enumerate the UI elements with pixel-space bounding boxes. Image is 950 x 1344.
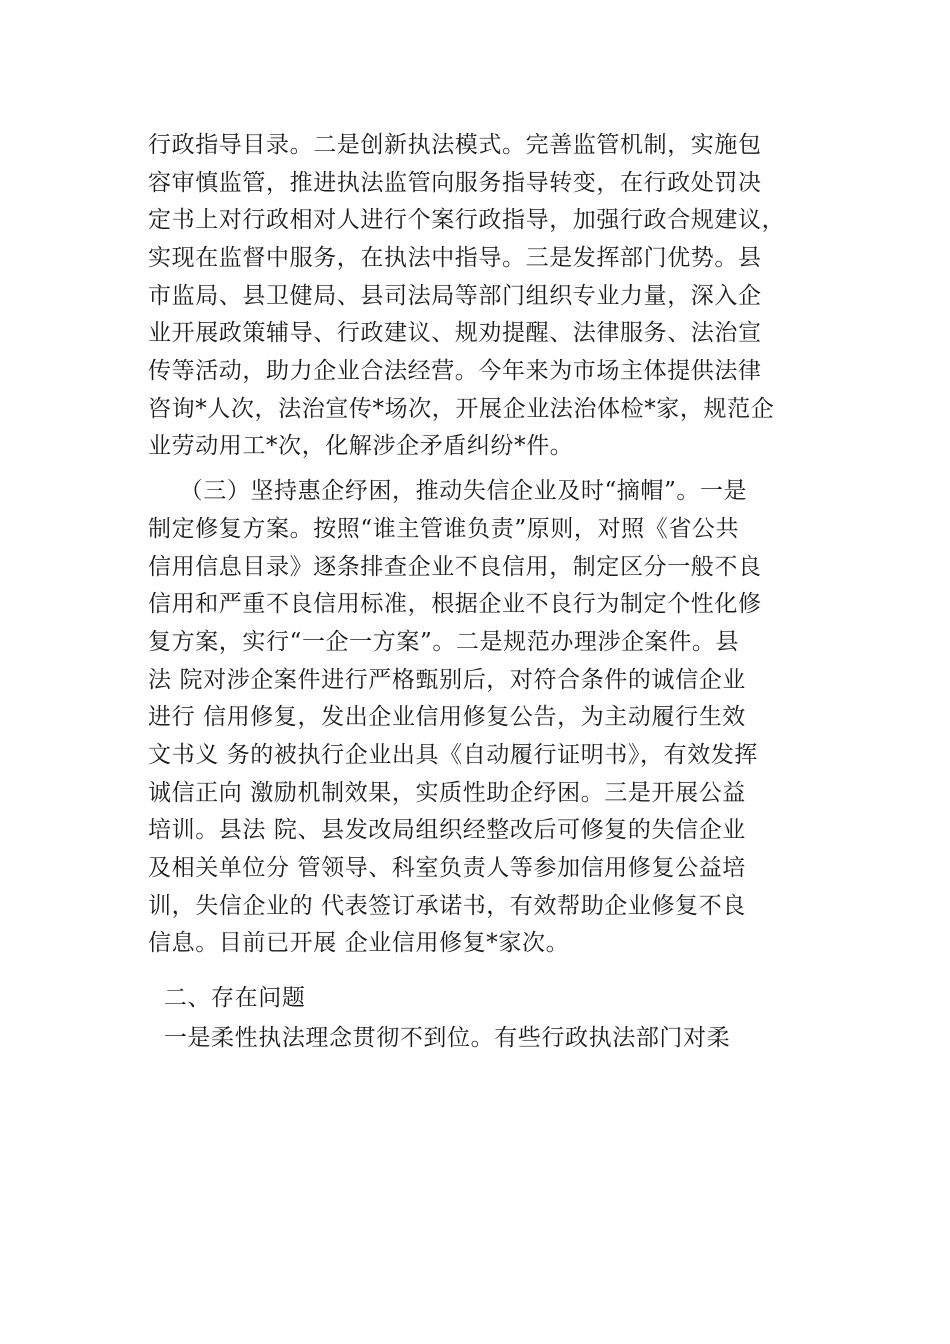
text-line: 法 院对涉企案件进行严格甄别后，对符合条件的诚信企业 <box>148 667 746 693</box>
text-line: 传等活动，助力企业合法经营。今年来为市场主体提供法律 <box>148 358 762 384</box>
text-line: 业劳动用工*次，化解涉企矛盾纠纷*件。 <box>148 433 574 459</box>
text-line: 复方案，实行“一企一方案”。二是规范办理涉企案件。县 <box>148 629 740 655</box>
text-line: 容审慎监管，推进执法监管向服务指导转变，在行政处罚决 <box>148 170 762 196</box>
text-line: 文书义 务的被执行企业出具《自动履行证明书》，有效发挥 <box>148 742 759 768</box>
text-line: 市监局、县卫健局、县司法局等部门组织专业力量，深入企 <box>148 283 762 309</box>
text-line: 信用信息目录》逐条排查企业不良信用，制定区分一般不良 <box>148 554 762 580</box>
text-line: 业开展政策辅导、行政建议、规劝提醒、法律服务、法治宣 <box>148 320 762 346</box>
text-line: 定书上对行政相对人进行个案行政指导，加强行政合规建议， <box>148 207 786 233</box>
text-line: 信息。目前已开展 企业信用修复*家次。 <box>148 930 570 956</box>
text-line: 信用和严重不良信用标准，根据企业不良行为制定个性化修 <box>148 591 762 617</box>
text-line: 培训。县法 院、县发改局组织经整改后可修复的失信企业 <box>148 817 746 843</box>
text-line: 实现在监督中服务，在执法中指导。三是发挥部门优势。县 <box>148 245 762 271</box>
section-heading: （三）坚持惠企纾困，推动失信企业及时“摘帽”。一是 <box>148 478 748 504</box>
text-line: 行政指导目录。二是创新执法模式。完善监管机制，实施包 <box>148 132 762 158</box>
text-line: 诚信正向 激励机制效果，实质性助企纾困。三是开展公益 <box>148 780 746 806</box>
text-line: 制定修复方案。按照“谁主管谁负责”原则，对照《省公共 <box>148 516 740 542</box>
text-line: 咨询*人次，法治宣传*场次，开展企业法治体检*家，规范企 <box>148 396 775 422</box>
text-line: 训，失信企业的 代表签订承诺书，有效帮助企业修复不良 <box>148 893 746 919</box>
text-line: 一是柔性执法理念贯彻不到位。有些行政执法部门对柔 <box>148 1025 731 1051</box>
text-line: 及相关单位分 管领导、科室负责人等参加信用修复公益培 <box>148 855 746 881</box>
text-line: 进行 信用修复，发出企业信用修复公告，为主动履行生效 <box>148 704 746 730</box>
section-heading: 二、存在问题 <box>148 985 306 1011</box>
